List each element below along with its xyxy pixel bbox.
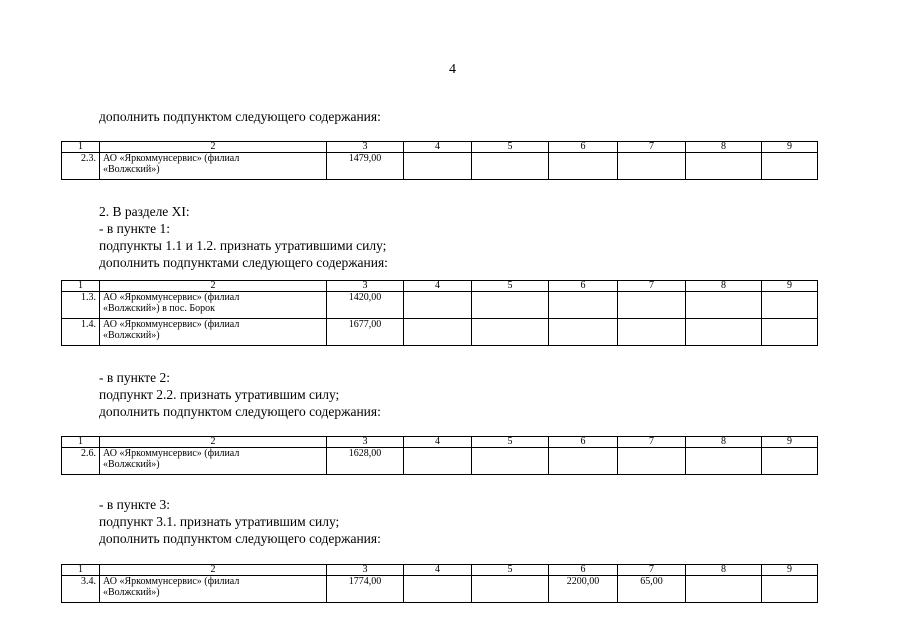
table-cell [404,292,472,319]
tariff-value: 1479,00 [327,153,404,180]
table-cell [404,319,472,346]
section-3-line-3: дополнить подпунктом следующего содержания: [99,404,381,419]
page-number: 4 [449,62,456,77]
table-cell [762,319,818,346]
organization-name: АО «Яркоммунсервис» (филиал «Волжский») [100,576,327,603]
table-cell [762,448,818,475]
column-header: 9 [762,437,818,448]
table-cell [618,448,686,475]
organization-name: АО «Яркоммунсервис» (филиал «Волжский») в пос. Борок [100,292,327,319]
table-cell [549,448,618,475]
section-2-line-2: - в пункте 1: [99,221,170,236]
table-cell [404,448,472,475]
table-row [62,576,818,603]
table-cell [549,153,618,180]
table-cell [472,153,549,180]
section-1-line-1: дополнить подпунктом следующего содержания: [99,109,381,124]
table-cell [618,292,686,319]
table-cell [404,153,472,180]
column-header: 5 [472,142,549,153]
column-header: 1 [62,565,100,576]
organization-name: АО «Яркоммунсервис» (филиал «Волжский») [100,448,327,475]
column-header: 5 [472,565,549,576]
tariff-value: 1628,00 [327,448,404,475]
column-header: 4 [404,437,472,448]
column-header: 6 [549,142,618,153]
table-cell [472,292,549,319]
section-2-table [61,280,818,346]
column-header: 8 [686,142,762,153]
column-header: 3 [327,281,404,292]
organization-name: АО «Яркоммунсервис» (филиал «Волжский») [100,319,327,346]
column-header: 4 [404,142,472,153]
table-row [62,292,818,319]
section-4-line-3: дополнить подпунктом следующего содержания: [99,531,381,546]
row-number: 3.4. [62,576,100,603]
table-cell: 2200,00 [549,576,618,603]
table-row [62,153,818,180]
section-3-table [61,436,818,475]
section-2-line-4: дополнить подпунктами следующего содержания: [99,255,388,270]
column-header: 2 [100,281,327,292]
table-cell [549,292,618,319]
column-header: 6 [549,281,618,292]
column-header: 7 [618,281,686,292]
table-cell [686,448,762,475]
section-4-line-1: - в пункте 3: [99,497,170,512]
column-header: 3 [327,565,404,576]
table-cell [686,292,762,319]
table-header-row [62,565,818,576]
row-number: 2.3. [62,153,100,180]
organization-name: АО «Яркоммунсервис» (филиал «Волжский») [100,153,327,180]
table-cell [686,319,762,346]
column-header: 6 [549,437,618,448]
section-2-line-3: подпункты 1.1 и 1.2. признать утратившими силу; [99,238,387,253]
table-cell [762,292,818,319]
section-3-line-1: - в пункте 2: [99,370,170,385]
column-header: 3 [327,142,404,153]
table-header-row [62,281,818,292]
column-header: 8 [686,565,762,576]
row-number: 1.4. [62,319,100,346]
table-header-row [62,142,818,153]
column-header: 2 [100,142,327,153]
tariff-value: 1677,00 [327,319,404,346]
column-header: 8 [686,437,762,448]
table-cell [618,153,686,180]
table-cell [762,153,818,180]
column-header: 1 [62,281,100,292]
column-header: 2 [100,437,327,448]
table-row [62,448,818,475]
column-header: 4 [404,565,472,576]
column-header: 7 [618,142,686,153]
column-header: 3 [327,437,404,448]
table-cell [762,576,818,603]
table-cell [472,319,549,346]
column-header: 7 [618,565,686,576]
table-cell [549,319,618,346]
column-header: 5 [472,281,549,292]
row-number: 2.6. [62,448,100,475]
section-3-line-2: подпункт 2.2. признать утратившим силу; [99,387,340,402]
column-header: 6 [549,565,618,576]
table-cell [472,576,549,603]
table-header-row [62,437,818,448]
section-4-line-2: подпункт 3.1. признать утратившим силу; [99,514,340,529]
column-header: 1 [62,437,100,448]
section-1-table [61,141,818,180]
tariff-value: 1774,00 [327,576,404,603]
column-header: 8 [686,281,762,292]
column-header: 9 [762,281,818,292]
section-2-line-1: 2. В разделе XI: [99,204,190,219]
table-cell [686,576,762,603]
row-number: 1.3. [62,292,100,319]
column-header: 7 [618,437,686,448]
section-4-table [61,564,818,603]
tariff-value: 1420,00 [327,292,404,319]
column-header: 9 [762,142,818,153]
table-cell [404,576,472,603]
column-header: 1 [62,142,100,153]
column-header: 5 [472,437,549,448]
table-row [62,319,818,346]
column-header: 4 [404,281,472,292]
table-cell [472,448,549,475]
table-cell: 65,00 [618,576,686,603]
column-header: 9 [762,565,818,576]
table-cell [686,153,762,180]
table-cell [618,319,686,346]
column-header: 2 [100,565,327,576]
